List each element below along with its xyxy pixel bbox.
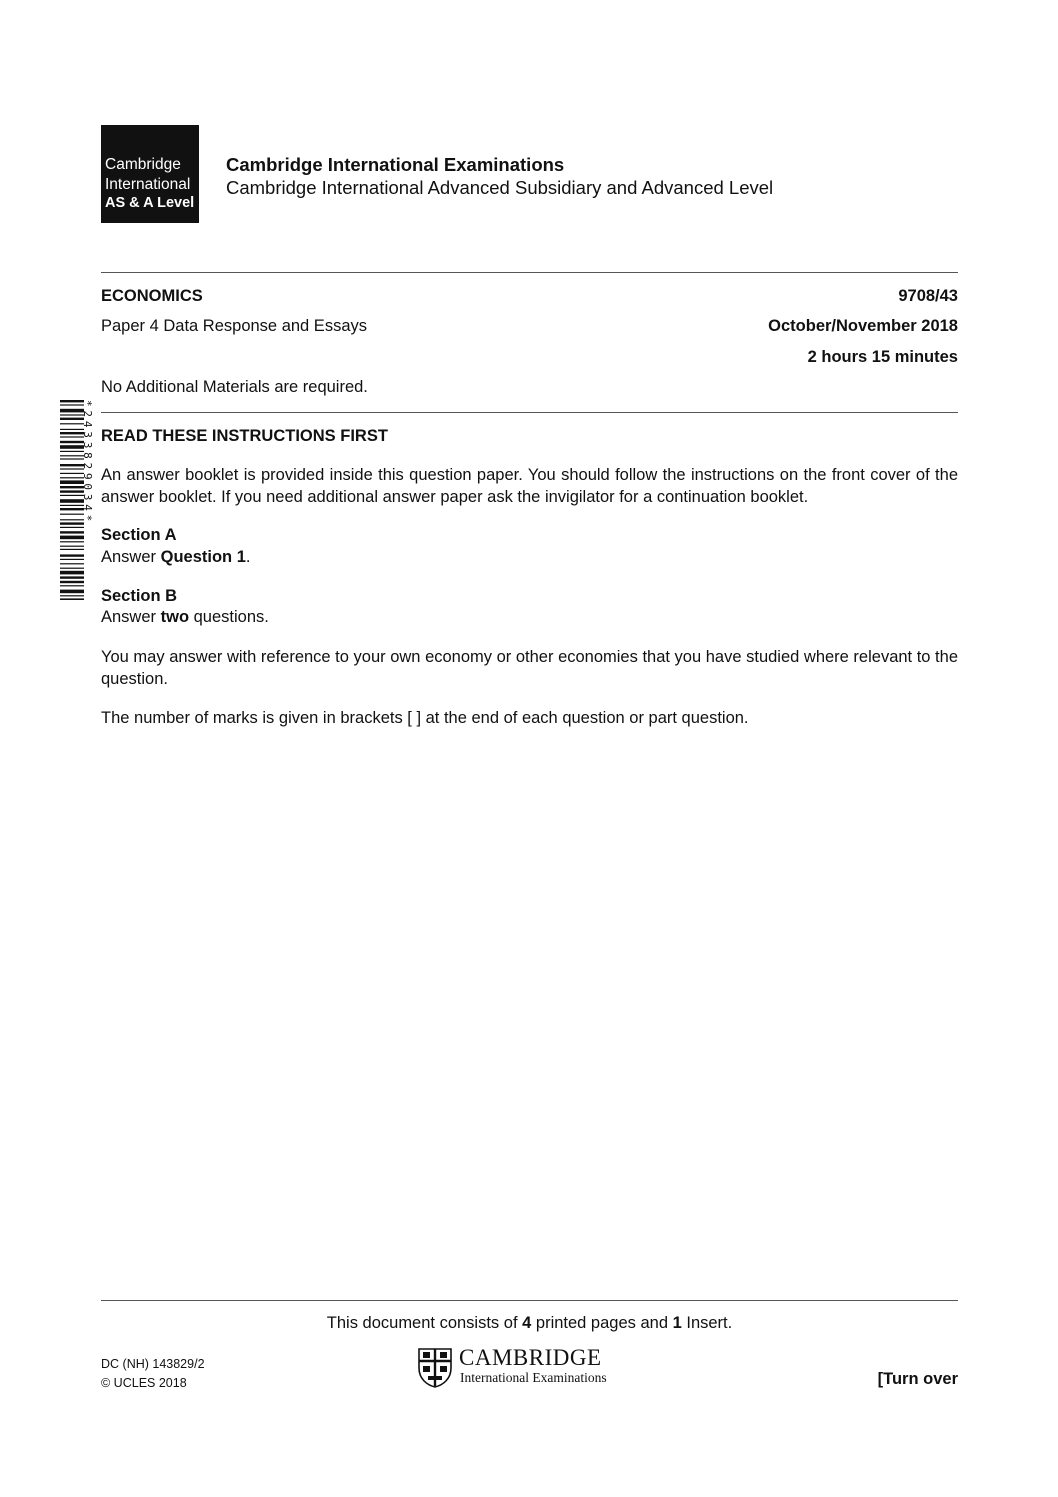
reference-note: You may answer with reference to your own economy or other economies that you have studied where relevant to the question. xyxy=(101,648,958,688)
section-a-emphasis: Question 1 xyxy=(160,548,246,566)
instructions-rule xyxy=(101,412,958,413)
section-b-emphasis: two xyxy=(160,608,190,626)
logo-line-3: AS & A Level xyxy=(105,195,195,211)
section-b-instruction xyxy=(101,608,269,627)
logo-line-2: International xyxy=(105,175,191,193)
barcode-digits: *2433829034* xyxy=(81,400,94,526)
page-count-note xyxy=(101,1314,958,1333)
paper-code: 9708/43 xyxy=(898,287,958,305)
section-b-title: Section B xyxy=(101,587,178,605)
instructions-intro: An answer booklet is provided inside this question paper. You should follow the instructions on the front cover of the answer booklet. If you need additional answer paper ask the invigilator for a continuation booklet. xyxy=(101,466,958,506)
section-b-suffix: questions. xyxy=(189,608,269,626)
section-b-prefix: Answer xyxy=(101,608,161,626)
paper-title: Paper 4 Data Response and Essays xyxy=(101,317,367,335)
header-rule xyxy=(101,272,958,273)
note-pages: 4 xyxy=(522,1314,532,1332)
footer-rule xyxy=(101,1300,958,1301)
crest-icon xyxy=(418,1348,452,1388)
subject-title: ECONOMICS xyxy=(101,287,203,305)
instructions-heading: READ THESE INSTRUCTIONS FIRST xyxy=(101,427,388,445)
section-a-instruction xyxy=(101,548,250,567)
note-middle: printed pages and xyxy=(531,1314,673,1332)
organisation-name: Cambridge International Examinations xyxy=(226,154,565,175)
cambridge-wordmark-sub: International Examinations xyxy=(460,1370,607,1385)
turn-over: [Turn over xyxy=(877,1370,958,1388)
cambridge-logo xyxy=(101,125,199,223)
marks-note: The number of marks is given in brackets [ ] at the end of each question or part question. xyxy=(101,709,749,727)
section-a-prefix: Answer xyxy=(101,548,161,566)
materials-note: No Additional Materials are required. xyxy=(101,378,368,396)
note-prefix: This document consists of xyxy=(326,1314,523,1332)
barcode xyxy=(60,400,94,600)
note-inserts: 1 xyxy=(672,1314,682,1332)
qualification-name: Cambridge International Advanced Subsidiary and Advanced Level xyxy=(226,177,774,198)
section-a-title: Section A xyxy=(101,526,177,544)
logo-line-1: Cambridge xyxy=(105,156,181,173)
cambridge-wordmark: CAMBRIDGE xyxy=(459,1345,602,1370)
document-reference: DC (NH) 143829/2 xyxy=(101,1357,205,1371)
exam-session: October/November 2018 xyxy=(768,317,958,335)
copyright: © UCLES 2018 xyxy=(101,1376,187,1390)
section-a-suffix: . xyxy=(245,548,251,566)
note-suffix: Insert. xyxy=(681,1314,733,1332)
exam-duration: 2 hours 15 minutes xyxy=(807,348,958,366)
